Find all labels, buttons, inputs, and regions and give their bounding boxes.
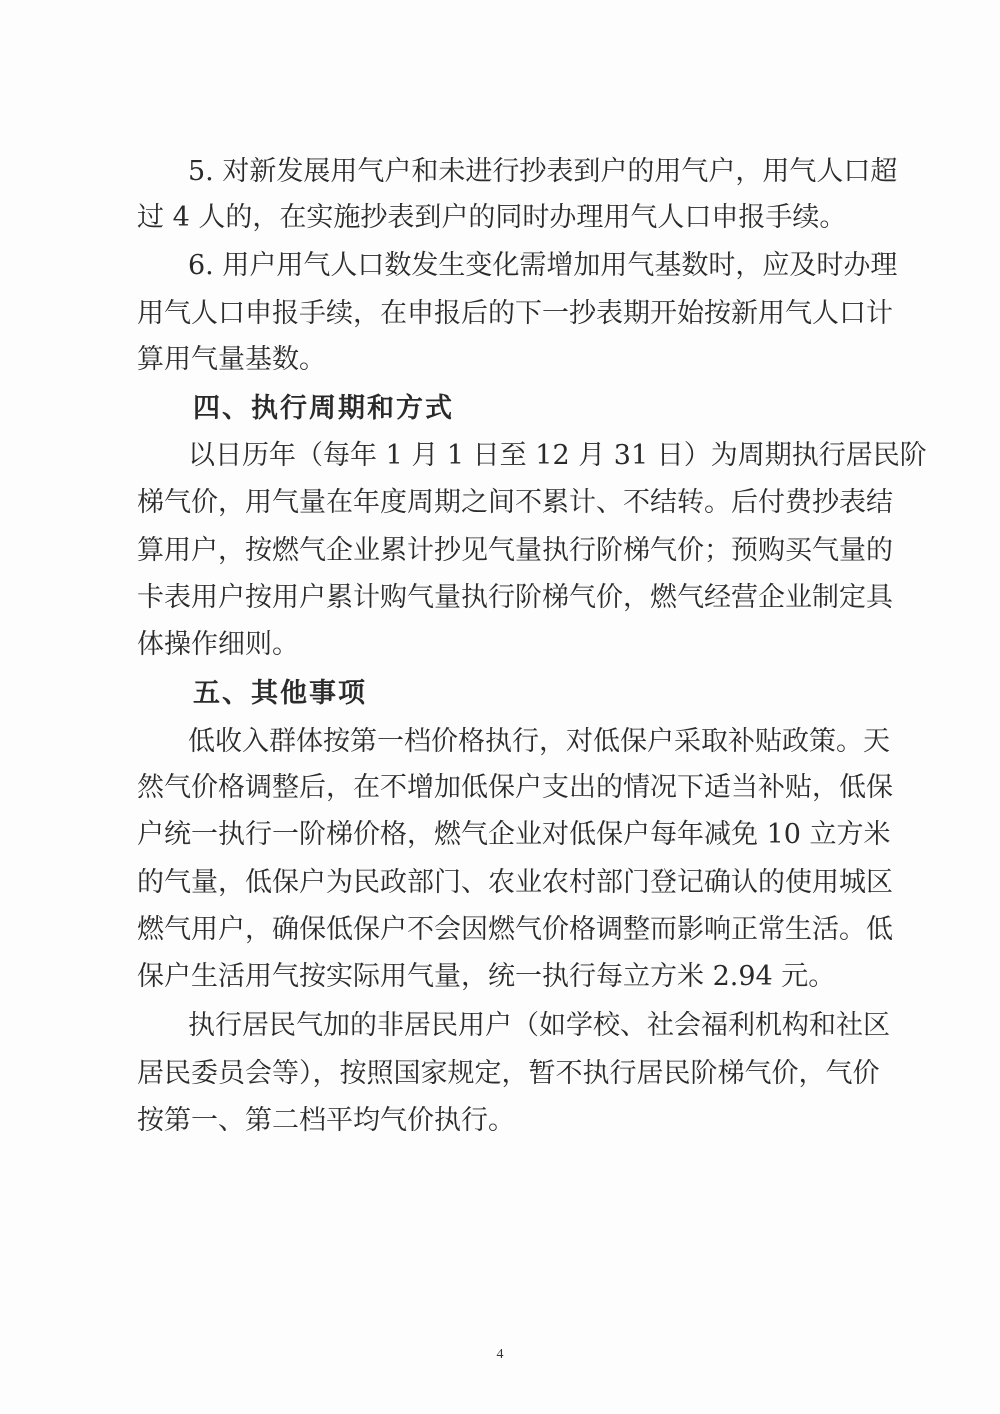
paragraph-4-line-1: 低收入群体按第一档价格执行，对低保户采取补贴政策。天: [188, 726, 890, 757]
paragraph-1-line-1: 5. 对新发展用气户和未进行抄表到户的用气户，用气人口超: [188, 156, 898, 187]
paragraph-3-line-4: 卡表用户按用户累计购气量执行阶梯气价，燃气经营企业制定具: [137, 582, 893, 613]
paragraph-4-line-6: 保户生活用气按实际用气量，统一执行每立方米 2.94 元。: [137, 961, 836, 992]
section-heading-5: 五、其他事项: [193, 678, 367, 709]
page-number: 4: [496, 1347, 504, 1362]
paragraph-4-line-5: 燃气用户，确保低保户不会因燃气价格调整而影响正常生活。低: [137, 914, 893, 945]
paragraph-5-line-3: 按第一、第二档平均气价执行。: [137, 1105, 515, 1136]
paragraph-3-line-3: 算用户，按燃气企业累计抄见气量执行阶梯气价；预购买气量的: [137, 535, 893, 566]
paragraph-2-line-3: 算用气量基数。: [137, 344, 326, 375]
paragraph-4-line-4: 的气量，低保户为民政部门、农业农村部门登记确认的使用城区: [137, 867, 893, 898]
paragraph-2-line-2: 用气人口申报手续，在申报后的下一抄表期开始按新用气人口计: [137, 298, 893, 329]
paragraph-3-line-1: 以日历年（每年 1 月 1 日至 12 月 31 日）为周期执行居民阶: [188, 440, 927, 471]
paragraph-5-line-1: 执行居民气加的非居民用户（如学校、社会福利机构和社区: [188, 1010, 890, 1041]
paragraph-4-line-3: 户统一执行一阶梯价格，燃气企业对低保户每年减免 10 立方米: [137, 819, 891, 850]
paragraph-1-line-2: 过 4 人的，在实施抄表到户的同时办理用气人口申报手续。: [137, 202, 847, 233]
paragraph-4-line-2: 然气价格调整后，在不增加低保户支出的情况下适当补贴，低保: [137, 772, 893, 803]
paragraph-3-line-5: 体操作细则。: [137, 629, 299, 660]
paragraph-5-line-2: 居民委员会等），按照国家规定，暂不执行居民阶梯气价，气价: [137, 1058, 880, 1089]
paragraph-2-line-1: 6. 用户用气人口数发生变化需增加用气基数时，应及时办理: [188, 250, 898, 281]
section-heading-4: 四、执行周期和方式: [193, 393, 454, 424]
paragraph-3-line-2: 梯气价，用气量在年度周期之间不累计、不结转。后付费抄表结: [137, 487, 893, 518]
